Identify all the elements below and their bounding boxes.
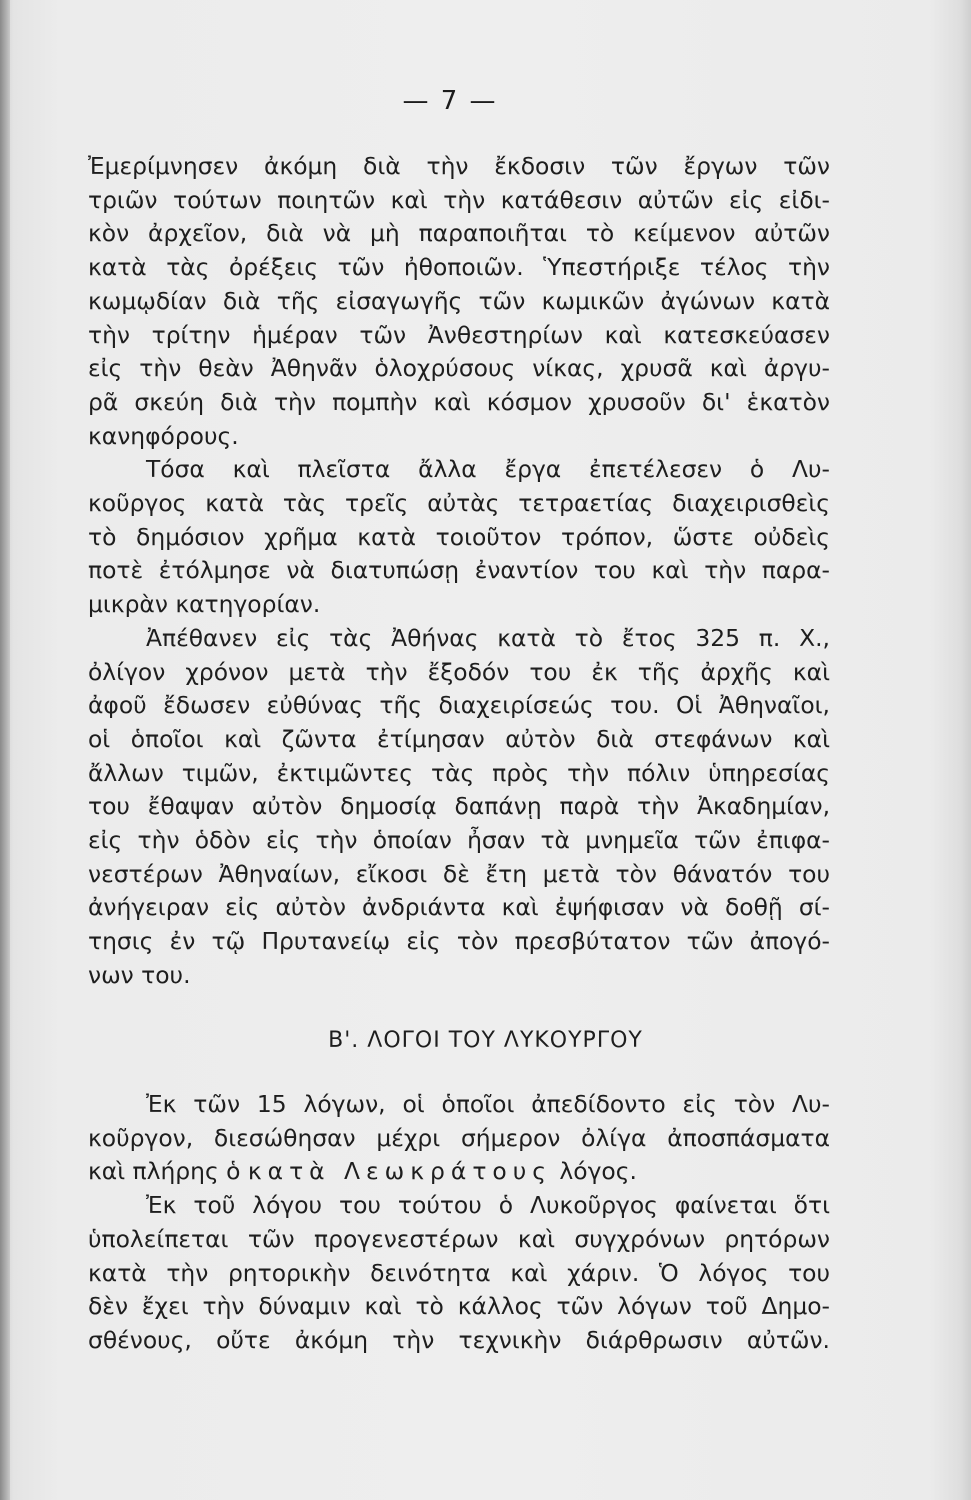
text-line: ὀλίγον χρόνον μετὰ τὴν ἔξοδόν του ἐκ τῆς ἀρχῆς καὶ — [88, 657, 830, 686]
text-line-spaced-title — [88, 1155, 830, 1189]
text-line: ἀφοῦ ἔδωσεν εὐθύνας τῆς διαχειρίσεώς του. Οἱ Ἀθηναῖοι, — [88, 691, 830, 720]
text-line: δὲν ἔχει τὴν δύναμιν καὶ τὸ κάλλος τῶν λόγων τοῦ Δημο- — [88, 1292, 830, 1321]
text-line: κὸν ἀρχεῖον, διὰ νὰ μὴ παραποιῆται τὸ κείμενον αὐτῶν — [88, 219, 830, 248]
text-line: ρᾶ σκεύη διὰ τὴν πομπὴν καὶ κόσμον χρυσοῦν δι' ἑκατὸν — [88, 387, 830, 416]
text-line: τὴν τρίτην ἡμέραν τῶν Ἀνθεστηρίων καὶ κατεσκεύασεν — [88, 320, 830, 349]
text-line: τησις ἐν τῷ Πρυτανείῳ εἰς τὸν πρεσβύτατον τῶν ἀπογό- — [88, 927, 830, 956]
text-line: Ἀπέθανεν εἰς τὰς Ἀθήνας κατὰ τὸ ἔτος 325 π. Χ., — [146, 623, 830, 652]
text-line: ἀνήγειραν εἰς αὐτὸν ἀνδριάντα καὶ ἐψήφισαν νὰ δοθῇ σί- — [88, 893, 830, 922]
text-line: κωμῳδίαν διὰ τῆς εἰσαγωγῆς τῶν κωμικῶν ἀγώνων κατὰ — [88, 286, 830, 315]
text-block-speeches — [88, 1088, 830, 1358]
text-line: τριῶν τούτων ποιητῶν καὶ τὴν κατάθεσιν αὐτῶν εἰς εἰδι- — [88, 185, 830, 214]
text-line: Ἐμερίμνησεν ἀκόμη διὰ τὴν ἔκδοσιν τῶν ἔργων τῶν — [88, 152, 830, 180]
text-line: Ἐκ τοῦ λόγου του τούτου ὁ Λυκοῦργος φαίνεται ὅτι — [146, 1191, 830, 1220]
text-line: μικρὰν κατηγορίαν. — [88, 590, 321, 619]
page-number: — 7 — — [402, 86, 498, 116]
text-block-biography — [88, 150, 830, 993]
text-fragment: λόγος. — [559, 1157, 637, 1186]
spaced-title-leokratous: κατὰ Λεωκράτους — [247, 1157, 552, 1186]
text-line: οἱ ὁποῖοι καὶ ζῶντα ἐτίμησαν αὐτὸν διὰ στεφάνων καὶ — [88, 724, 830, 753]
text-line: Τόσα καὶ πλεῖστα ἄλλα ἔργα ἐπετέλεσεν ὁ Λυ- — [146, 455, 830, 484]
text-line: ποτὲ ἐτόλμησε νὰ διατυπώσῃ ἐναντίον του καὶ τὴν παρα- — [88, 556, 830, 585]
text-fragment: καὶ πλήρης ὁ — [88, 1157, 241, 1186]
text-line: κανηφόρους. — [88, 421, 239, 450]
text-line: ὑπολείπεται τῶν προγενεστέρων καὶ συγχρόνων ρητόρων — [88, 1224, 830, 1253]
text-line: νων του. — [88, 960, 191, 989]
text-line: κοῦργος κατὰ τὰς τρεῖς αὐτὰς τετραετίας διαχειρισθεὶς — [88, 489, 830, 518]
text-line: κατὰ τὴν ρητορικὴν δεινότητα καὶ χάριν. Ὁ λόγος του — [88, 1258, 830, 1287]
text-line: Ἐκ τῶν 15 λόγων, οἱ ὁποῖοι ἀπεδίδοντο εἰς τὸν Λυ- — [146, 1090, 830, 1118]
text-line: κοῦργον, διεσώθησαν μέχρι σήμερον ὀλίγα ἀποσπάσματα — [88, 1123, 830, 1152]
text-line: του ἔθαψαν αὐτὸν δημοσίᾳ δαπάνῃ παρὰ τὴν Ἀκαδημίαν, — [88, 792, 830, 821]
text-line: τὸ δημόσιον χρῆμα κατὰ τοιοῦτον τρόπον, ὥστε οὐδεὶς — [88, 522, 830, 551]
text-line: νεστέρων Ἀθηναίων, εἴκοσι δὲ ἔτη μετὰ τὸν θάνατόν του — [88, 859, 830, 888]
text-line: εἰς τὴν ὁδὸν εἰς τὴν ὁποίαν ἦσαν τὰ μνημεῖα τῶν ἐπιφα- — [88, 826, 830, 855]
text-line: κατὰ τὰς ὀρέξεις τῶν ἠθοποιῶν. Ὑπεστήριξε τέλος τὴν — [88, 253, 830, 282]
page-spine-shadow — [0, 0, 10, 1500]
text-line: σθένους, οὔτε ἀκόμη τὴν τεχνικὴν διάρθρωσιν αὐτῶν. — [88, 1325, 830, 1354]
text-line: εἰς τὴν θεὰν Ἀθηνᾶν ὁλοχρύσους νίκας, χρυσᾶ καὶ ἀργυ- — [88, 354, 830, 383]
text-line: ἄλλων τιμῶν, ἐκτιμῶντες τὰς πρὸς τὴν πόλιν ὑπηρεσίας — [88, 758, 830, 787]
section-heading: Β'. ΛΟΓΟΙ ΤΟΥ ΛΥΚΟΥΡΓΟΥ — [328, 1028, 643, 1053]
